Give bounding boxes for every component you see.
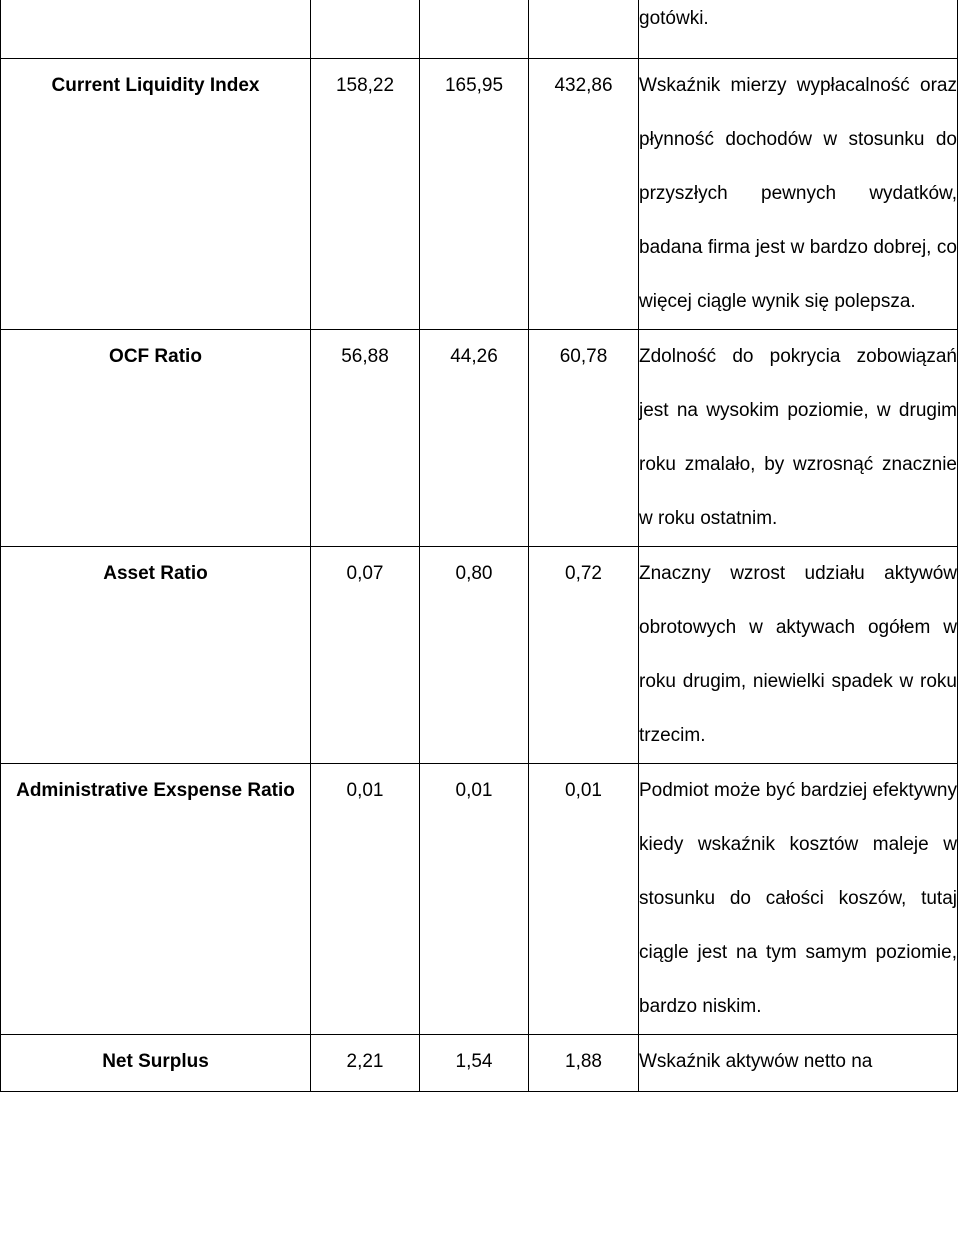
- ratio-name: Current Liquidity Index: [1, 59, 311, 330]
- empty-cell: [1, 0, 311, 59]
- ratio-value-year-2: 1,54: [420, 1035, 529, 1092]
- ratio-description: Wskaźnik aktywów netto na: [639, 1035, 958, 1092]
- table-row: [1, 764, 958, 1035]
- ratio-value-year-1: 2,21: [311, 1035, 420, 1092]
- ratio-value-year-3: 0,01: [529, 764, 639, 1035]
- ratio-value-year-3: 0,72: [529, 547, 639, 764]
- ratio-value-year-2: 0,80: [420, 547, 529, 764]
- empty-cell: [420, 0, 529, 59]
- ratio-name: Administrative Exspense Ratio: [1, 764, 311, 1035]
- ratio-value-year-2: 44,26: [420, 330, 529, 547]
- table-row: [1, 330, 958, 547]
- ratio-description: Zdolność do pokrycia zobowiązań jest na wysokim poziomie, w drugim roku zmalało, by wzrosnąć znacznie w roku ostatnim.: [639, 330, 958, 547]
- ratio-description: Znaczny wzrost udziału aktywów obrotowych w aktywach ogółem w roku drugim, niewielki spadek w roku trzecim.: [639, 547, 958, 764]
- ratio-value-year-3: 1,88: [529, 1035, 639, 1092]
- table-row: [1, 1035, 958, 1092]
- ratio-description: Podmiot może być bardziej efektywny kiedy wskaźnik kosztów maleje w stosunku do całości koszów, tutaj ciągle jest na tym samym poziomie, bardzo niskim.: [639, 764, 958, 1035]
- ratio-value-year-1: 158,22: [311, 59, 420, 330]
- ratio-value-year-3: 432,86: [529, 59, 639, 330]
- empty-cell: [529, 0, 639, 59]
- ratio-name: Asset Ratio: [1, 547, 311, 764]
- empty-cell: [311, 0, 420, 59]
- ratio-value-year-1: 56,88: [311, 330, 420, 547]
- ratio-value-year-2: 165,95: [420, 59, 529, 330]
- ratio-value-year-3: 60,78: [529, 330, 639, 547]
- ratio-value-year-1: 0,07: [311, 547, 420, 764]
- ratio-value-year-2: 0,01: [420, 764, 529, 1035]
- table-row: [1, 547, 958, 764]
- ratio-name: OCF Ratio: [1, 330, 311, 547]
- ratio-description: Wskaźnik mierzy wypłacalność oraz płynność dochodów w stosunku do przyszłych pewnych wydatków, badana firma jest w bardzo dobrej, co więcej ciągle wynik się polepsza.: [639, 59, 958, 330]
- ratio-value-year-1: 0,01: [311, 764, 420, 1035]
- table-row-continuation: [1, 0, 958, 59]
- continued-description: gotówki.: [639, 0, 958, 59]
- table-row: [1, 59, 958, 330]
- ratio-name: Net Surplus: [1, 1035, 311, 1092]
